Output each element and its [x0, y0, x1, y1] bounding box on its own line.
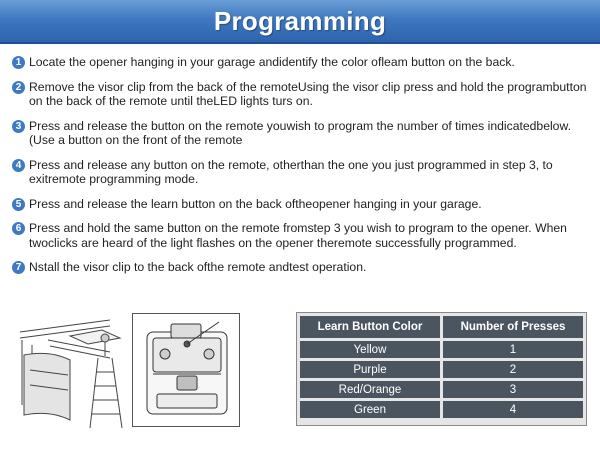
- cell-color: Green: [300, 401, 440, 418]
- cell-presses: 2: [443, 361, 583, 378]
- learn-button-table: [296, 312, 587, 426]
- step-3: [12, 119, 592, 148]
- step-number-4: 4: [12, 159, 25, 172]
- cell-presses: 4: [443, 401, 583, 418]
- opener-back-drawing: [133, 314, 239, 426]
- cell-color: Yellow: [300, 341, 440, 358]
- step-number-1: 1: [12, 56, 25, 69]
- step-text-2: Remove the visor clip from the back of the remoteUsing the visor clip press and hold the programbutton on the back of the remote until theLED lights turs on.: [29, 79, 587, 108]
- table-row: [300, 341, 583, 358]
- cell-presses: 1: [443, 341, 583, 358]
- step-number-3: 3: [12, 120, 25, 133]
- step-number-2: 2: [12, 81, 25, 94]
- step-number-5: 5: [12, 198, 25, 211]
- table-row: [300, 381, 583, 398]
- title-banner: [0, 0, 600, 44]
- step-text-1: Locate the opener hanging in your garage andidentify the color ofleam button on the back.: [29, 55, 515, 69]
- opener-diagram: [132, 313, 240, 427]
- step-text-4: Press and release any button on the remote, otherthan the one you just programmed in step 3, to exitremote programming mode.: [29, 157, 553, 186]
- step-5: [12, 197, 592, 212]
- step-number-6: 6: [12, 222, 25, 235]
- step-text-5: Press and release the learn button on the back oftheopener hanging in your garage.: [29, 196, 482, 211]
- presses-table: [297, 313, 586, 421]
- step-4: [12, 158, 592, 187]
- step-text-3: Press and release the button on the remote youwish to program the number of times indicatedbelow.(Use a button on the front of the remote: [29, 118, 571, 147]
- step-2: [12, 80, 592, 109]
- steps-list: [12, 55, 592, 285]
- step-6: [12, 221, 592, 250]
- step-1: [12, 55, 592, 70]
- cell-presses: 3: [443, 381, 583, 398]
- table-row: [300, 361, 583, 378]
- cell-color: Red/Orange: [300, 381, 440, 398]
- header-learn-button-color: Learn Button Color: [300, 316, 440, 338]
- table-header-row: [300, 316, 583, 338]
- step-7: [12, 260, 592, 275]
- page-title: Programming: [213, 5, 387, 36]
- step-text-7: Nstall the visor clip to the back ofthe remote andtest operation.: [29, 260, 367, 274]
- table-row: [300, 401, 583, 418]
- step-text-6: Press and hold the same button on the remote fromstep 3 you wish to program to the opener. When twoclicks are heard of the light flashes on the opener theremote successfully programmed.: [29, 221, 567, 250]
- header-number-of-presses: Number of Presses: [443, 316, 583, 338]
- step-number-7: 7: [12, 261, 25, 274]
- cell-color: Purple: [300, 361, 440, 378]
